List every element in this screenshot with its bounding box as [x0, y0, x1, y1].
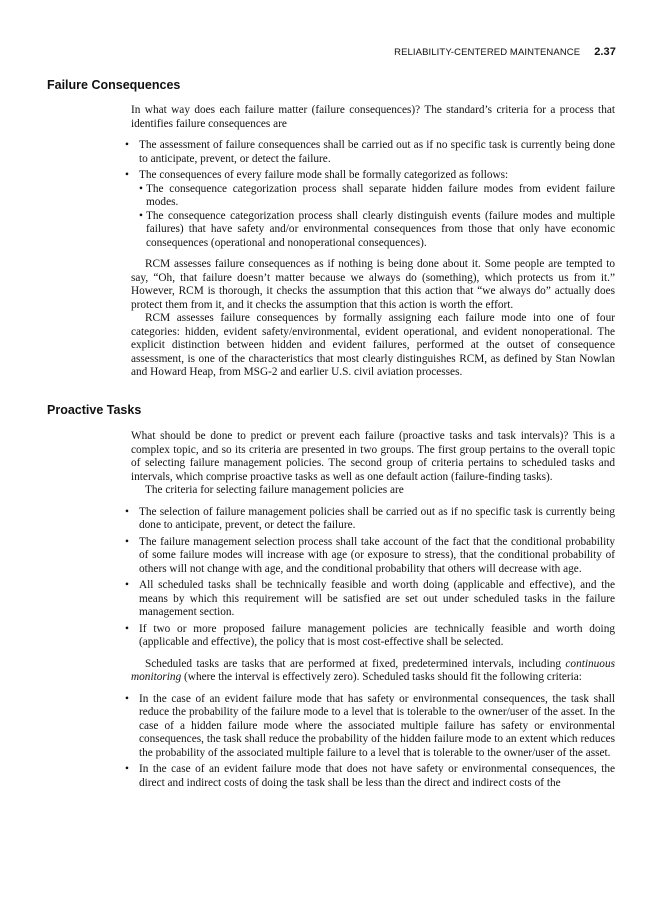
pt-bullet-2: • The failure management selection process shall take account of the fact that the conditional probability of some failure modes will increase with age (or exposure to stress), that the conditional probability of others will not change with age, and the conditional probability that others will decrease with age. [131, 536, 615, 577]
pt-bullet-3: • All scheduled tasks shall be technically feasible and worth doing (applicable and effective), and the means by which this requirement will be satisfied are set out under scheduled tasks in the failure management section. [131, 579, 615, 620]
running-header [394, 46, 616, 58]
pt-bullet-4: • If two or more proposed failure management policies are technically feasible and worth doing (applicable and effective), the policy that is most cost-effective shall be selected. [131, 623, 615, 650]
fc-paragraph-1: RCM assesses failure consequences as if nothing is being done about it. Some people are tempted to say, “Oh, that failure doesn’t matter because we always do (something), which protects us from it.” However, RCM is thorough, it checks the assumption that this action that “we always do” actually does protect them from it, and it checks the assumption that this action is worth the effort. [131, 258, 615, 311]
heading-failure-consequences: Failure Consequences [47, 78, 181, 92]
pt-intro-2: The criteria for selecting failure management policies are [145, 484, 404, 496]
pt-bullet-1: • The selection of failure management policies shall be carried out as if no specific task is currently being done to anticipate, prevent, or detect the failure. [131, 506, 615, 533]
pt-scheduled-pre: Scheduled tasks are tasks that are performed at fixed, predetermined intervals, including [145, 657, 562, 670]
fc-sub-bullet-1: • The consequence categorization process shall separate hidden failure modes from evident failure modes. [139, 183, 615, 210]
heading-proactive-tasks: Proactive Tasks [47, 403, 142, 417]
fc-bullet-2 [131, 169, 615, 250]
fc-intro: In what way does each failure matter (failure consequences)? The standard’s criteria for a process that identifies failure consequences are [131, 104, 615, 130]
failure-consequences-body [131, 104, 615, 380]
fc-bullet-2-text: The consequences of every failure mode shall be formally categorized as follows: [139, 169, 509, 181]
pt-bullet-list [131, 506, 615, 650]
proactive-tasks-body [131, 430, 615, 793]
fc-bullet-1: • The assessment of failure consequences shall be carried out as if no specific task is currently being done to anticipate, prevent, or detect the failure. [131, 139, 615, 166]
pt-criteria-list [131, 693, 615, 791]
page-number: 2.37 [594, 46, 616, 58]
pt-scheduled-emphasis: continuous monitoring [131, 657, 616, 683]
pt-criterion-2: • In the case of an evident failure mode that does not have safety or environmental consequences, the direct and indirect costs of doing the task shall be less than the direct and indirect costs of the [131, 763, 615, 790]
fc-bullet-list [131, 139, 615, 250]
pt-scheduled-paragraph [131, 658, 615, 685]
pt-scheduled-post: (where the interval is effectively zero). Scheduled tasks should fit the following criteria: [184, 671, 582, 683]
pt-intro: What should be done to predict or prevent each failure (proactive tasks and task intervals)? This is a complex topic, and so its criteria are presented in two groups. The first group pertains to the overall topic of selecting failure management policies. The second group of criteria pertains to scheduled tasks and intervals, which comprise proactive tasks as well as one default action (failure-finding tasks). [131, 430, 615, 483]
fc-sub-bullet-list [139, 183, 615, 251]
fc-sub-bullet-2: • The consequence categorization process shall clearly distinguish events (failure modes and multiple failures) that have safety and/or environmental consequences from those that only have economic consequences (operational and nonoperational consequences). [139, 210, 615, 251]
pt-criterion-1: • In the case of an evident failure mode that has safety or environmental consequences, the task shall reduce the probability of the failure mode to a level that is tolerable to the owner/user of the asset. In the case of a hidden failure mode where the associated multiple failure has safety or environmental consequences, the task shall reduce the probability of the hidden failure mode to an extent which reduces the probability of the associated multiple failure to a level that is tolerable to the owner/user of the asset. [131, 693, 615, 761]
fc-paragraph-2: RCM assesses failure consequences by formally assigning each failure mode into one of four categories: hidden, evident safety/environmental, evident operational, and evident nonoperational. The explicit distinction between hidden and evident failures, performed at the outset of consequence assessment, is one of the characteristics that most clearly distinguishes RCM, as defined by Stan Nowlan and Howard Heap, from MSG-2 and earlier U.S. civil aviation processes. [131, 312, 615, 378]
running-title: RELIABILITY-CENTERED MAINTENANCE [394, 47, 581, 58]
